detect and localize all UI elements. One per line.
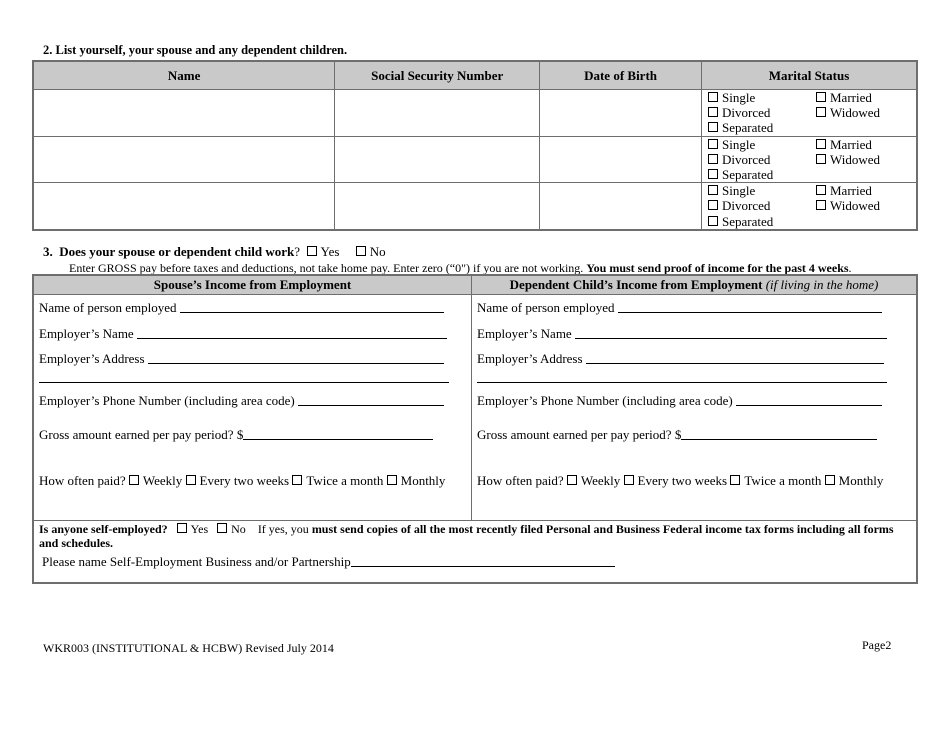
separated-option[interactable]: Separated <box>708 214 816 229</box>
child-person-input[interactable] <box>618 301 882 313</box>
business-name-input[interactable] <box>351 555 615 567</box>
checkbox[interactable] <box>307 246 317 256</box>
instruction-bold: You must send proof of income for the past 4 weeks <box>586 261 849 275</box>
checkbox[interactable] <box>816 185 826 195</box>
spouse-employer-name: Employer’s Name <box>39 326 447 342</box>
checkbox[interactable] <box>567 475 577 485</box>
checkbox[interactable] <box>292 475 302 485</box>
spouse-employer-name-input[interactable] <box>137 327 447 339</box>
form-id: WKR003 (INSTITUTIONAL & HCBW) Revised July 2014 <box>43 641 334 655</box>
table-row <box>33 90 917 137</box>
spouse-income-header: Spouse’s Income from Employment <box>34 276 471 295</box>
child-employer-address-input[interactable] <box>586 352 884 364</box>
marital-status-cell <box>702 136 918 183</box>
checkbox[interactable] <box>708 107 718 117</box>
question-mark: ? <box>294 244 301 259</box>
section-3-number: 3. <box>43 244 53 259</box>
question-text: Does your spouse or dependent child work <box>59 244 295 259</box>
married-option[interactable]: Married <box>816 183 916 198</box>
single-option[interactable]: Single <box>708 183 816 198</box>
child-employer-name-input[interactable] <box>575 327 887 339</box>
child-address-line-2[interactable] <box>477 382 887 383</box>
widowed-option[interactable]: Widowed <box>816 105 916 120</box>
checkbox[interactable] <box>177 523 187 533</box>
child-gross-amount: Gross amount earned per pay period? $ <box>477 427 877 443</box>
checkbox[interactable] <box>708 122 718 132</box>
marital-status-cell <box>702 90 918 137</box>
checkbox[interactable] <box>825 475 835 485</box>
self-employment-business: Please name Self-Employment Business and/or Partnership <box>42 554 615 570</box>
single-option[interactable]: Single <box>708 137 816 152</box>
child-employer-phone: Employer’s Phone Number (including area code) <box>477 393 882 409</box>
col-header-name: Name <box>33 61 335 90</box>
checkbox[interactable] <box>816 200 826 210</box>
separated-option[interactable]: Separated <box>708 120 816 135</box>
checkbox[interactable] <box>387 475 397 485</box>
if-yes-text: If yes, you <box>257 522 309 536</box>
self-employed-no-option[interactable]: No <box>217 522 246 536</box>
row-divider <box>34 520 916 521</box>
checkbox[interactable] <box>816 154 826 164</box>
instruction-text: Enter GROSS pay before taxes and deductions, not take home pay. Enter zero (“0") if you are not working. <box>69 261 584 275</box>
monthly-option[interactable]: Monthly <box>387 473 446 488</box>
separated-option[interactable]: Separated <box>708 167 816 182</box>
dob-cell[interactable] <box>540 183 702 230</box>
twice-a-month-option[interactable]: Twice a month <box>730 473 821 488</box>
checkbox[interactable] <box>708 154 718 164</box>
child-header-bold: Dependent Child’s Income from Employment <box>509 277 763 292</box>
checkbox[interactable] <box>816 92 826 102</box>
checkbox[interactable] <box>624 475 634 485</box>
household-members-table <box>32 60 918 231</box>
checkbox[interactable] <box>708 216 718 226</box>
spouse-employer-phone: Employer’s Phone Number (including area code) <box>39 393 444 409</box>
dob-cell[interactable] <box>540 136 702 183</box>
child-employer-address: Employer’s Address <box>477 351 884 367</box>
column-divider <box>471 276 472 520</box>
child-header-italic: (if living in the home) <box>765 277 879 292</box>
divorced-option[interactable]: Divorced <box>708 198 816 213</box>
works-no-option[interactable]: No <box>356 244 386 259</box>
child-person-employed: Name of person employed <box>477 300 882 316</box>
divorced-option[interactable]: Divorced <box>708 105 816 120</box>
section-2-title: 2. List yourself, your spouse and any dependent children. <box>43 43 348 57</box>
child-how-often-paid: How often paid? Weekly Every two weeks Twice a month Monthly <box>477 473 884 488</box>
ssn-cell[interactable] <box>335 90 540 137</box>
dob-cell[interactable] <box>540 90 702 137</box>
divorced-option[interactable]: Divorced <box>708 152 816 167</box>
spouse-address-line-2[interactable] <box>39 382 449 383</box>
table-row <box>33 183 917 230</box>
page-number: Page2 <box>862 638 892 652</box>
name-cell[interactable] <box>33 183 335 230</box>
child-gross-input[interactable] <box>681 428 877 440</box>
tax-forms-requirement: must send copies of all the most recently filed Personal and Business Federal income tax forms including all forms and schedules. <box>39 522 894 550</box>
spouse-how-often-paid: How often paid? Weekly Every two weeks Twice a month Monthly <box>39 473 446 488</box>
spouse-person-employed: Name of person employed <box>39 300 444 316</box>
checkbox[interactable] <box>708 92 718 102</box>
widowed-option[interactable]: Widowed <box>816 152 916 167</box>
married-option[interactable]: Married <box>816 90 916 105</box>
checkbox[interactable] <box>730 475 740 485</box>
twice-a-month-option[interactable]: Twice a month <box>292 473 383 488</box>
spouse-gross-input[interactable] <box>243 428 433 440</box>
works-yes-option[interactable]: Yes <box>307 244 340 259</box>
col-header-dob: Date of Birth <box>540 61 702 90</box>
self-employed-label: Is anyone self-employed? <box>39 522 168 536</box>
checkbox[interactable] <box>816 107 826 117</box>
spouse-employer-address-input[interactable] <box>148 352 444 364</box>
checkbox[interactable] <box>217 523 227 533</box>
checkbox[interactable] <box>816 139 826 149</box>
spouse-phone-input[interactable] <box>298 394 444 406</box>
checkbox[interactable] <box>708 185 718 195</box>
checkbox[interactable] <box>186 475 196 485</box>
ssn-cell[interactable] <box>335 136 540 183</box>
col-header-marital-status: Marital Status <box>702 61 918 90</box>
monthly-option[interactable]: Monthly <box>825 473 884 488</box>
child-employer-name: Employer’s Name <box>477 326 887 342</box>
col-header-ssn: Social Security Number <box>335 61 540 90</box>
checkbox[interactable] <box>708 169 718 179</box>
name-cell[interactable] <box>33 136 335 183</box>
checkbox[interactable] <box>129 475 139 485</box>
spouse-gross-amount: Gross amount earned per pay period? $ <box>39 427 433 443</box>
checkbox[interactable] <box>356 246 366 256</box>
table-row <box>33 136 917 183</box>
spouse-person-input[interactable] <box>180 301 444 313</box>
self-employed-question <box>39 522 909 550</box>
every-two-weeks-option[interactable]: Every two weeks <box>624 473 728 488</box>
marital-status-cell <box>702 183 918 230</box>
ssn-cell[interactable] <box>335 183 540 230</box>
weekly-option[interactable]: Weekly <box>567 473 620 488</box>
name-cell[interactable] <box>33 90 335 137</box>
married-option[interactable]: Married <box>816 137 916 152</box>
child-phone-input[interactable] <box>736 394 882 406</box>
weekly-option[interactable]: Weekly <box>129 473 182 488</box>
section-3-question <box>43 244 386 260</box>
single-option[interactable]: Single <box>708 90 816 105</box>
child-income-header <box>472 276 916 295</box>
every-two-weeks-option[interactable]: Every two weeks <box>186 473 290 488</box>
table-header-row <box>33 61 917 90</box>
checkbox[interactable] <box>708 200 718 210</box>
employment-income-box <box>32 274 918 584</box>
self-employed-yes-option[interactable]: Yes <box>177 522 208 536</box>
widowed-option[interactable]: Widowed <box>816 198 916 213</box>
spouse-employer-address: Employer’s Address <box>39 351 444 367</box>
instruction-end: . <box>848 261 852 275</box>
checkbox[interactable] <box>708 139 718 149</box>
